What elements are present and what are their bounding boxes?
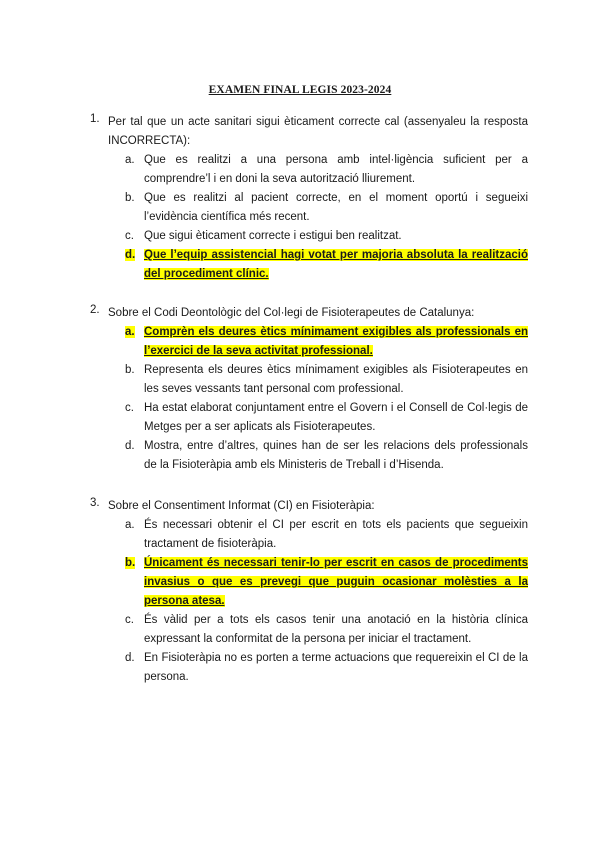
highlighted-answer: Que l’equip assistencial hagi votat per majoria absoluta la realització del procediment clínic. <box>144 249 528 280</box>
option-a-correct <box>125 323 528 361</box>
option-c <box>125 611 528 649</box>
option-text: Representa els deures ètics mínimament exigibles als Fisioterapeutes en les seves vessants tant personal com professional. <box>144 364 528 395</box>
option-c <box>125 227 528 246</box>
option-text: Que es realitzi al pacient correcte, en el moment oportú i segueixi l’evidència científica més recent. <box>144 192 528 223</box>
option-d <box>125 437 528 475</box>
option-a <box>125 516 528 554</box>
option-text: Que es realitzi a una persona amb intel·ligència suficient per a comprendre’l i en doni la seva autorització lliurement. <box>144 154 528 185</box>
highlighted-answer: Únicament és necessari tenir-lo per escrit en casos de procediments invasius o que es prevegi que puguin ocasionar molèsties a la persona atesa. <box>144 557 528 607</box>
highlighted-answer: Comprèn els deures ètics mínimament exigibles als professionals en l’exercici de la seva activitat professional. <box>144 326 528 357</box>
question-2 <box>90 304 528 475</box>
option-b <box>125 361 528 399</box>
option-text <box>144 246 528 284</box>
question-1 <box>90 113 528 284</box>
option-letter: d. <box>125 440 135 452</box>
question-text: Per tal que un acte sanitari sigui èticament correcte cal (assenyaleu la resposta INCORRECTA): <box>108 116 528 147</box>
option-letter <box>125 554 144 611</box>
option-b <box>125 189 528 227</box>
question-number: 3. <box>90 497 100 509</box>
highlighted-letter: d. <box>125 249 136 261</box>
option-d <box>125 649 528 687</box>
option-letter: a. <box>125 519 135 531</box>
question-text: Sobre el Codi Deontològic del Col·legi de Fisioterapeutes de Catalunya: <box>108 307 475 319</box>
option-text: En Fisioteràpia no es porten a terme actuacions que requereixin el CI de la persona. <box>144 652 528 683</box>
highlighted-letter: b. <box>125 557 136 569</box>
highlighted-letter: a. <box>125 326 135 338</box>
option-text <box>144 554 528 611</box>
question-text: Sobre el Consentiment Informat (CI) en Fisioteràpia: <box>108 500 375 512</box>
option-letter: b. <box>125 364 135 376</box>
question-number: 1. <box>90 113 100 125</box>
option-text: És vàlid per a tots els casos tenir una anotació en la història clínica expressant la conformitat de la persona per iniciar el tractament. <box>144 614 528 645</box>
option-a <box>125 151 528 189</box>
question-3 <box>90 497 528 687</box>
option-text <box>144 323 528 361</box>
question-number: 2. <box>90 304 100 316</box>
option-b-correct <box>125 554 528 611</box>
option-text: Ha estat elaborat conjuntament entre el Govern i el Consell de Col·legis de Metges per a ser aplicats als Fisioterapeutes. <box>144 402 528 433</box>
option-text: Que sigui èticament correcte i estigui ben realitzat. <box>144 230 402 242</box>
option-d-correct <box>125 246 528 284</box>
option-letter <box>125 323 144 361</box>
option-letter: c. <box>125 614 134 626</box>
option-letter <box>125 246 144 284</box>
exam-title: EXAMEN FINAL LEGIS 2023-2024 <box>208 84 392 96</box>
option-c <box>125 399 528 437</box>
option-letter: c. <box>125 402 134 414</box>
option-text: És necessari obtenir el CI per escrit en tots els pacients que segueixin tractament de fisioteràpia. <box>144 519 528 550</box>
option-letter: a. <box>125 154 135 166</box>
option-letter: c. <box>125 230 134 242</box>
option-text: Mostra, entre d’altres, quines han de ser les relacions dels professionals de la Fisioteràpia amb els Ministeris de Treball i d’Hisenda. <box>144 440 528 471</box>
option-letter: b. <box>125 192 135 204</box>
option-letter: d. <box>125 652 135 664</box>
